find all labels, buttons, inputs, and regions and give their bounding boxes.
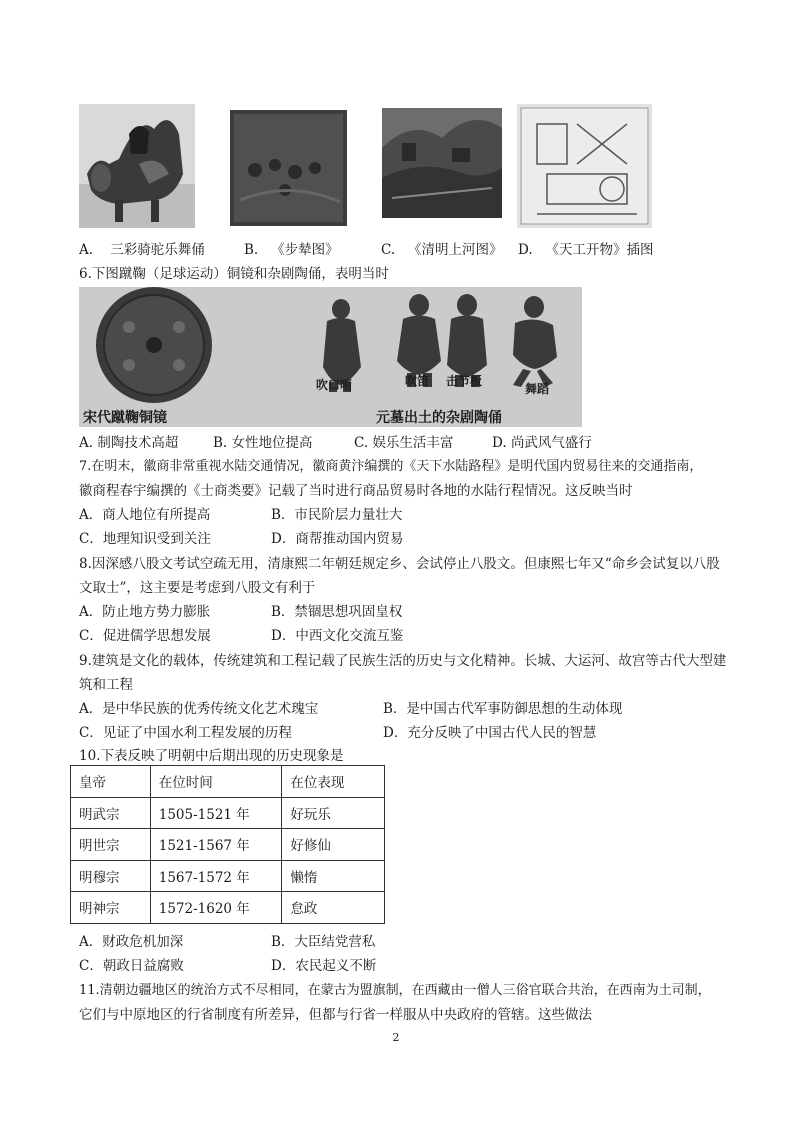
q7-option-c[interactable] (79, 530, 211, 548)
option-letter: B. (213, 435, 228, 451)
table-cell: 明穆宗 (71, 860, 151, 892)
option-text: 娱乐生活丰富 (372, 435, 454, 451)
figure-caption-flute: 吹笛 (405, 374, 430, 388)
page-number: 2 (392, 1031, 400, 1044)
q5-option-a[interactable] (79, 241, 205, 259)
table-cell: 明神宗 (71, 892, 151, 924)
q6-option-c[interactable] (354, 434, 453, 452)
q9-stem-line-1: 9.建筑是文化的载体，传统建筑和工程记载了民族生活的历史与文化精神。长城、大运河、故宫等古代大型建 (79, 653, 727, 669)
q11-stem-line-2: 它们与中原地区的行省制度有所差异，但都与行省一样服从中央政府的管辖。这些做法 (79, 1007, 592, 1023)
option-letter: A. (79, 242, 94, 258)
option-letter: B． (271, 507, 295, 523)
table-cell: 明武宗 (71, 797, 151, 829)
option-letter: D． (271, 531, 296, 547)
qingming-painting-photo (382, 108, 502, 218)
q7-option-b[interactable] (271, 506, 402, 524)
table-header-cell: 在位表现 (282, 766, 385, 798)
q8-option-c[interactable] (79, 627, 211, 645)
q10-option-b[interactable] (271, 933, 375, 951)
q5-option-b[interactable] (244, 241, 339, 259)
option-letter: D． (383, 725, 408, 741)
figure-caption-dance: 舞蹈 (525, 382, 550, 396)
q8-option-d[interactable] (271, 627, 403, 645)
tiangong-kaiwu-illustration (517, 104, 652, 228)
table-cell: 懒惰 (282, 860, 385, 892)
q7-option-a[interactable] (79, 506, 210, 524)
option-letter: D． (271, 958, 296, 974)
q8-option-b[interactable] (271, 603, 402, 621)
q6-option-b[interactable] (213, 434, 313, 452)
option-letter: A． (79, 934, 103, 950)
figure-caption-clapper: 击节板 (446, 374, 483, 388)
option-text: 防止地方势力膨胀 (102, 604, 211, 620)
option-text: 地理知识受到关注 (102, 531, 211, 547)
option-letter: C． (79, 725, 103, 741)
option-text: 三彩骑驼乐舞俑 (110, 242, 205, 258)
table-cell: 1521-1567 年 (150, 829, 282, 861)
table-cell: 好玩乐 (282, 797, 385, 829)
option-text: 《清明上河图》 (408, 242, 503, 258)
table-row (71, 829, 385, 861)
option-letter: D. (492, 435, 507, 451)
q9-option-d[interactable] (383, 724, 596, 742)
option-text: 财政危机加深 (102, 934, 184, 950)
option-text: 中西文化交流互鉴 (295, 628, 404, 644)
q9-option-b[interactable] (383, 700, 622, 718)
table-cell: 怠政 (282, 892, 385, 924)
table-header-cell: 皇帝 (71, 766, 151, 798)
q5-option-c[interactable] (381, 241, 503, 259)
option-letter: B． (383, 701, 407, 717)
option-letter: D． (271, 628, 296, 644)
option-text: 《步辇图》 (271, 242, 339, 258)
table-row (71, 797, 385, 829)
camel-figurine-photo (79, 104, 195, 228)
table-row (71, 892, 385, 924)
option-letter: A． (79, 507, 103, 523)
option-text: 促进儒学思想发展 (102, 628, 211, 644)
option-text: 尚武风气盛行 (510, 435, 592, 451)
option-text: 见证了中国水利工程发展的历程 (102, 725, 292, 741)
table-cell: 1505-1521 年 (150, 797, 282, 829)
option-letter: B． (271, 604, 295, 620)
table-cell: 1572-1620 年 (150, 892, 282, 924)
q10-stem: 10.下表反映了明朝中后期出现的历史现象是 (79, 748, 344, 764)
table-row (71, 860, 385, 892)
option-letter: D. (518, 242, 533, 258)
option-text: 商人地位有所提高 (102, 507, 211, 523)
bunian-painting-photo (230, 110, 347, 226)
option-letter: B. (244, 242, 259, 258)
q8-stem-line-2: 文取士”，这主要是考虑到八股文有利于 (79, 580, 316, 596)
option-text: 女性地位提高 (231, 435, 313, 451)
option-letter: C． (79, 531, 103, 547)
option-text: 是中国古代军事防御思想的生动体现 (406, 701, 623, 717)
q10-option-d[interactable] (271, 957, 376, 975)
option-letter: C． (79, 958, 103, 974)
option-letter: C. (354, 435, 369, 451)
option-letter: C． (79, 628, 103, 644)
q7-option-d[interactable] (271, 530, 403, 548)
q10-option-a[interactable] (79, 933, 183, 951)
option-text: 大臣结党营私 (294, 934, 376, 950)
figure-caption-whistle: 吹口哨 (316, 378, 353, 392)
q8-option-a[interactable] (79, 603, 210, 621)
q10-option-c[interactable] (79, 957, 184, 975)
option-text: 制陶技术高超 (97, 435, 179, 451)
q6-option-a[interactable] (79, 434, 178, 452)
emperor-table (70, 765, 385, 924)
option-letter: A． (79, 604, 103, 620)
option-text: 禁锢思想巩固皇权 (294, 604, 403, 620)
table-cell: 1567-1572 年 (150, 860, 282, 892)
table-header-row (71, 766, 385, 798)
q7-stem-line-2: 徽商程春宇编撰的《士商类要》记载了当时进行商品贸易时各地的水陆行程情况。这反映当时 (79, 483, 633, 499)
option-letter: C. (381, 242, 396, 258)
q9-stem-line-2: 筑和工程 (79, 677, 133, 693)
table-cell: 好修仙 (282, 829, 385, 861)
option-letter: A. (79, 435, 94, 451)
option-text: 市民阶层力量壮大 (294, 507, 403, 523)
q6-stem: 6.下图蹴鞠（足球运动）铜镜和杂剧陶俑，表明当时 (79, 266, 389, 282)
q6-photo-strip (79, 287, 582, 427)
q5-option-d[interactable] (518, 241, 654, 259)
option-text: 朝政日益腐败 (102, 958, 184, 974)
q6-option-d[interactable] (492, 434, 592, 452)
mirror-caption: 宋代蹴鞠铜镜 (83, 410, 167, 426)
table-header-cell: 在位时间 (150, 766, 282, 798)
figures-caption: 元墓出土的杂剧陶俑 (376, 410, 502, 426)
q7-stem-line-1: 7.在明末，徽商非常重视水陆交通情况，徽商黄汴编撰的《天下水陆路程》是明代国内贸易往来的交通指南， (79, 459, 703, 474)
option-letter: A． (79, 701, 103, 717)
option-text: 农民起义不断 (295, 958, 377, 974)
option-letter: B． (271, 934, 295, 950)
option-text: 是中华民族的优秀传统文化艺术瑰宝 (102, 701, 319, 717)
q8-stem-line-1: 8.因深感八股文考试空疏无用，清康熙二年朝廷规定乡、会试停止八股文。但康熙七年又“命乡会试复以八股 (79, 556, 720, 572)
option-text: 《天工开物》插图 (545, 242, 654, 258)
option-text: 充分反映了中国古代人民的智慧 (407, 725, 597, 741)
q11-stem-line-1: 11.清朝边疆地区的统治方式不尽相同，在蒙古为盟旗制，在西藏由一僧人三俗官联合共治，在西南为土司制， (79, 983, 711, 998)
option-text: 商帮推动国内贸易 (295, 531, 404, 547)
q9-option-a[interactable] (79, 700, 318, 718)
table-cell: 明世宗 (71, 829, 151, 861)
q9-option-c[interactable] (79, 724, 292, 742)
